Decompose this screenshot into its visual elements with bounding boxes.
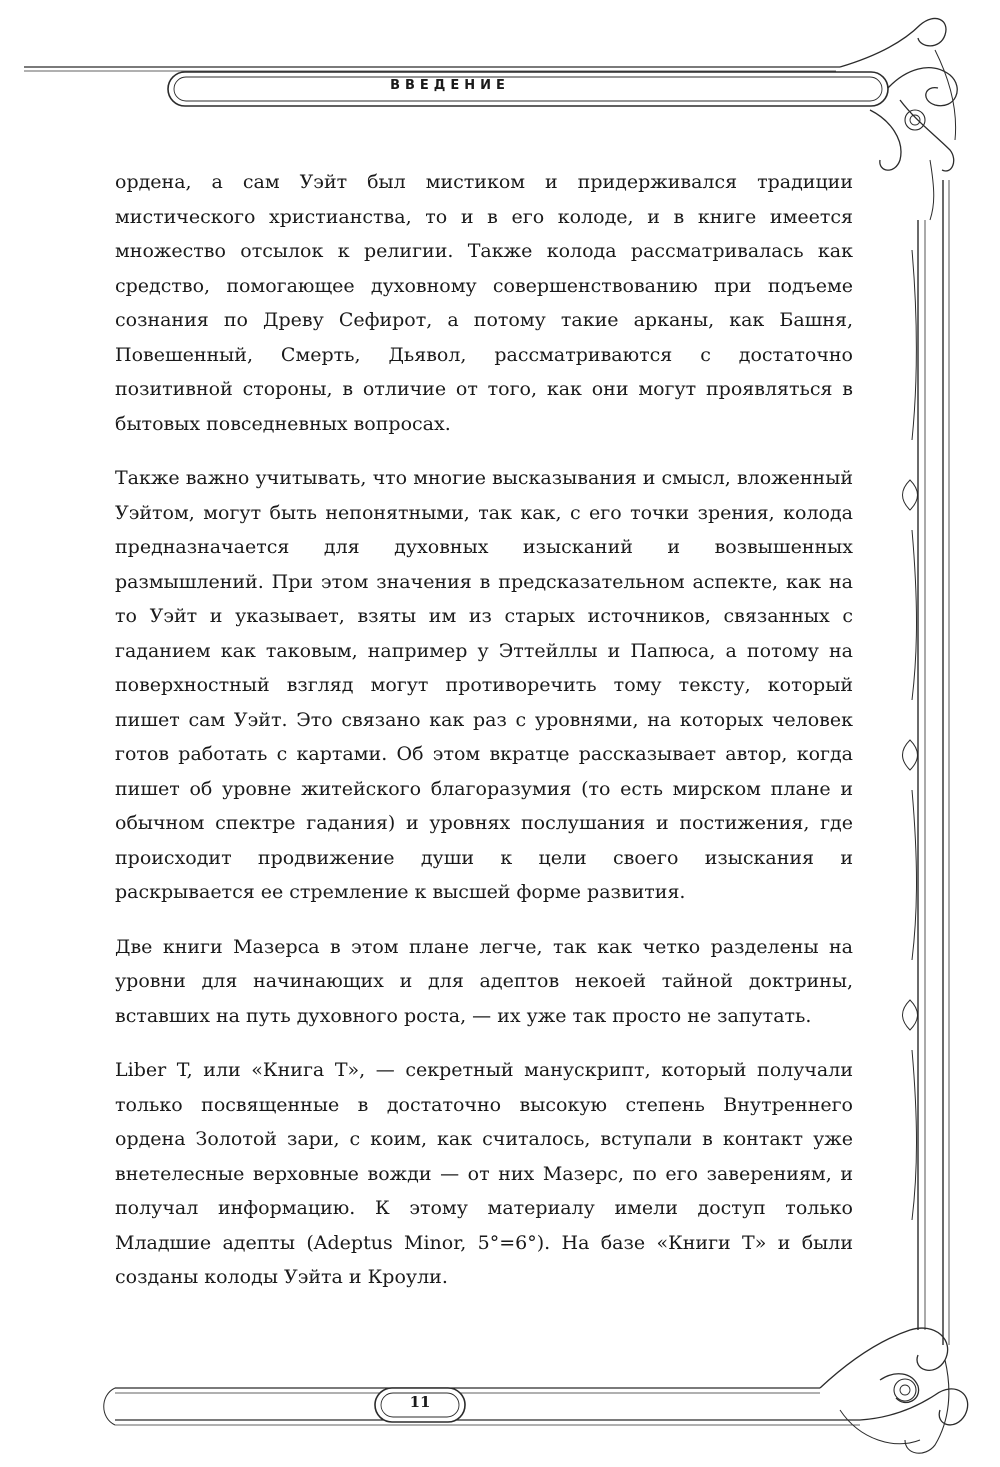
bottom-right-ornament bbox=[820, 1328, 968, 1453]
running-header: ВВЕДЕНИЕ bbox=[390, 78, 510, 93]
paragraph: Liber T, или «Книга Т», — секретный манускрипт, который получали только посвященные в достаточно высокую степень Внутреннего ордена Золотой зари, с коим, как считалось, вступали в контакт уже внетелесные верховные вожди — от них Мазерс, по его заверениям, и получал информацию. К этому материалу имели доступ только Младшие адепты (Adeptus Minor, 5°=6°). На базе «Книги Т» и были созданы колоды Уэйта и Кроули. bbox=[115, 1059, 853, 1288]
page-number: 11 bbox=[409, 1393, 431, 1411]
paragraph: Также важно учитывать, что многие высказывания и смысл, вложенный Уэйтом, могут быть непонятными, так как, с его точки зрения, колода предназначается для духовных изысканий и возвышенных размышлений. При этом значения в предсказательном аспекте, как на то Уэйт и указывает, взяты им из старых источников, связанных с гаданием как таковым, например у Эттейллы и Папюса, а потому на поверхностный взгляд могут противоречить тому тексту, который пишет сам Уэйт. Это связано как раз с уровнями, на которых человек готов работать с картами. Об этом вкратце рассказывает автор, когда пишет об уровне житейского благоразумия (то есть мирском плане и обычном спектре гадания) и уровнях послушания и постижения, где происходит продвижение души к цели своего изыскания и раскрывается ее стремление к высшей форме развития. bbox=[115, 467, 853, 903]
bottom-rail bbox=[104, 1388, 860, 1425]
body-text bbox=[115, 165, 853, 1295]
paragraph: ордена, а сам Уэйт был мистиком и придерживался традиции мистического христианства, то и в его колоде, и в книге имеется множество отсылок к религии. Также колода рассматривалась как средство, помогающее духовному совершенствованию при подъеме сознания по Древу Сефирот, а потому такие арканы, как Башня, Повешенный, Смерть, Дьявол, рассматриваются с достаточно позитивной стороны, в отличие от того, как они могут проявляться в бытовых повседневных вопросах. bbox=[115, 171, 853, 435]
top-right-ornament bbox=[840, 18, 957, 220]
paragraph: Две книги Мазерса в этом плане легче, так как четко разделены на уровни для начинающих и для адептов некоей тайной доктрины, вставших на путь духовного роста, — их уже так просто не запутать. bbox=[115, 935, 853, 1027]
right-rail bbox=[903, 180, 950, 1345]
